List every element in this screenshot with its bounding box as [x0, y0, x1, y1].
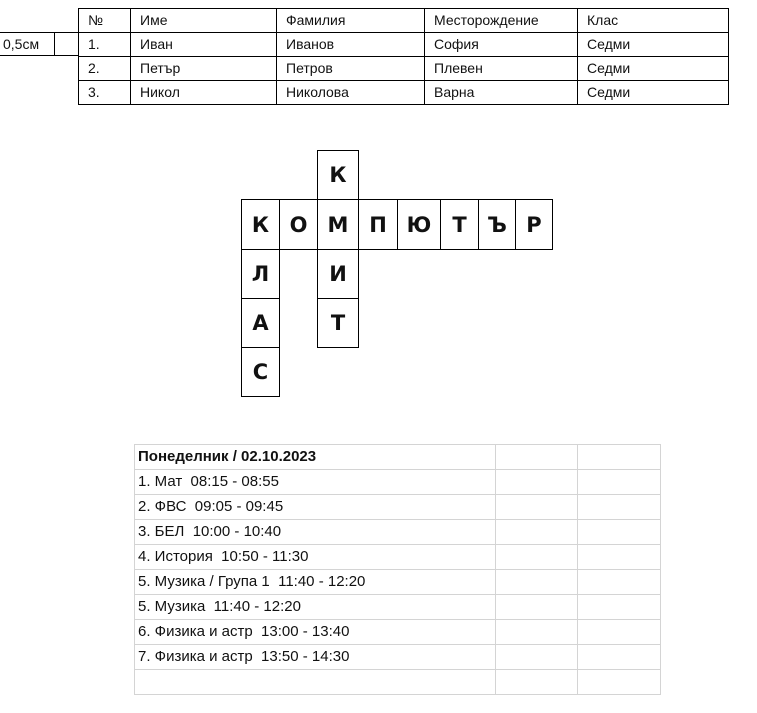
schedule-item: 1. Мат 08:15 - 08:55	[135, 470, 496, 495]
schedule-row	[135, 520, 661, 545]
crossword-cell: И	[317, 249, 359, 299]
margin-divider	[54, 33, 55, 55]
header-birthplace: Месторождение	[425, 9, 578, 33]
crossword-cell: М	[317, 199, 359, 250]
cell-surname: Николова	[277, 81, 425, 105]
empty-cell	[496, 645, 578, 670]
schedule-table	[134, 444, 661, 695]
schedule-row	[135, 620, 661, 645]
margin-row	[0, 32, 78, 56]
header-class: Клас	[578, 9, 729, 33]
empty-cell	[578, 470, 661, 495]
empty-cell	[496, 470, 578, 495]
cell-class: Седми	[578, 57, 729, 81]
cell-name: Никол	[131, 81, 277, 105]
table-header-row	[79, 9, 729, 33]
cell-name: Иван	[131, 33, 277, 57]
schedule-item: 4. История 10:50 - 11:30	[135, 545, 496, 570]
cell-birthplace: Плевен	[425, 57, 578, 81]
schedule-row	[135, 670, 661, 695]
schedule-item: 3. БЕЛ 10:00 - 10:40	[135, 520, 496, 545]
students-table	[78, 8, 729, 105]
cell-class: Седми	[578, 33, 729, 57]
schedule-item: 5. Музика 11:40 - 12:20	[135, 595, 496, 620]
cell-surname: Иванов	[277, 33, 425, 57]
empty-cell	[496, 445, 578, 470]
table-row	[79, 81, 729, 105]
crossword-cell: Ъ	[478, 199, 516, 250]
empty-cell	[496, 495, 578, 520]
crossword-cell: К	[241, 199, 280, 250]
cell-number: 3.	[79, 81, 131, 105]
header-name: Име	[131, 9, 277, 33]
empty-cell	[496, 670, 578, 695]
table-row	[79, 57, 729, 81]
empty-cell	[496, 520, 578, 545]
header-number: №	[79, 9, 131, 33]
header-surname: Фамилия	[277, 9, 425, 33]
crossword-cell: С	[241, 347, 280, 397]
cell-name: Петър	[131, 57, 277, 81]
crossword-cell: Т	[317, 298, 359, 348]
schedule-row	[135, 470, 661, 495]
crossword-cell: О	[279, 199, 318, 250]
schedule-row	[135, 545, 661, 570]
empty-cell	[578, 645, 661, 670]
schedule-row	[135, 570, 661, 595]
crossword-cell: А	[241, 298, 280, 348]
cell-number: 1.	[79, 33, 131, 57]
schedule-item: 2. ФВС 09:05 - 09:45	[135, 495, 496, 520]
margin-label: 0,5см	[3, 36, 40, 52]
crossword-cell: Р	[515, 199, 553, 250]
empty-cell	[578, 520, 661, 545]
empty-cell	[578, 670, 661, 695]
empty-cell	[578, 620, 661, 645]
cell-number: 2.	[79, 57, 131, 81]
cell-birthplace: Варна	[425, 81, 578, 105]
empty-cell	[578, 445, 661, 470]
cell-birthplace: София	[425, 33, 578, 57]
crossword-cell: Л	[241, 249, 280, 299]
empty-cell	[578, 495, 661, 520]
crossword-cell: Ю	[397, 199, 441, 250]
schedule-item: 7. Физика и астр 13:50 - 14:30	[135, 645, 496, 670]
schedule-row	[135, 495, 661, 520]
schedule-title: Понеделник / 02.10.2023	[135, 445, 496, 470]
schedule-row	[135, 645, 661, 670]
empty-cell	[578, 595, 661, 620]
crossword-cell: Т	[440, 199, 479, 250]
empty-cell	[496, 620, 578, 645]
empty-cell	[496, 595, 578, 620]
schedule-row	[135, 595, 661, 620]
table-row	[79, 33, 729, 57]
schedule-item: 6. Физика и астр 13:00 - 13:40	[135, 620, 496, 645]
empty-cell	[496, 570, 578, 595]
empty-cell	[496, 545, 578, 570]
crossword-cell: П	[358, 199, 398, 250]
crossword-cell: К	[317, 150, 359, 200]
cell-surname: Петров	[277, 57, 425, 81]
schedule-item: 5. Музика / Група 1 11:40 - 12:20	[135, 570, 496, 595]
schedule-header-row	[135, 445, 661, 470]
empty-cell	[578, 545, 661, 570]
empty-cell	[578, 570, 661, 595]
cell-class: Седми	[578, 81, 729, 105]
schedule-item	[135, 670, 496, 695]
